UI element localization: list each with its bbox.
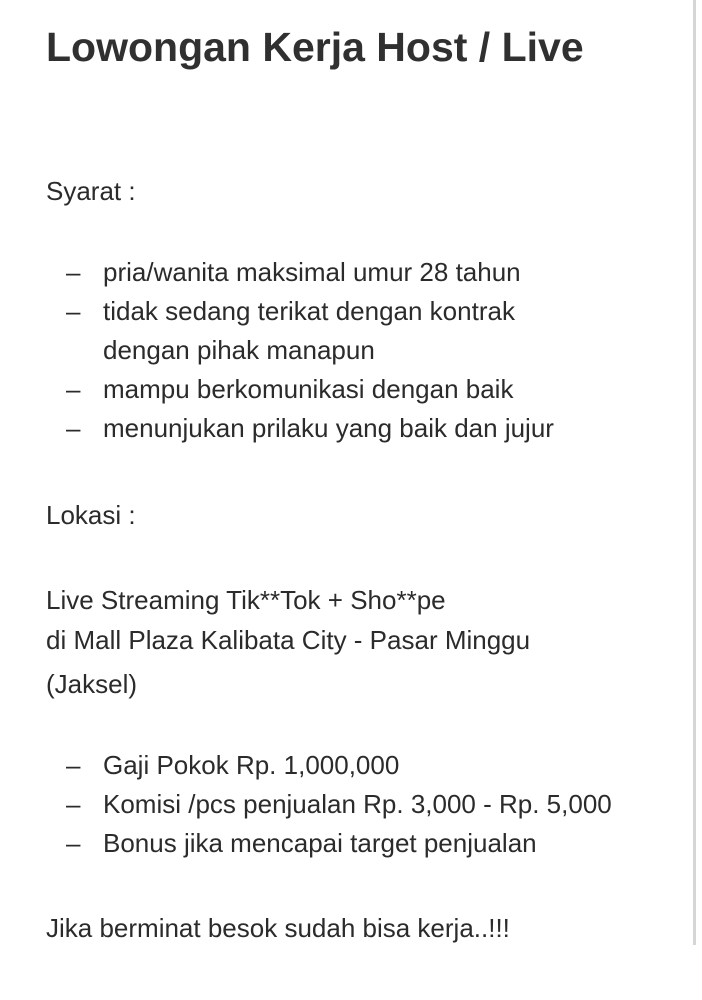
location-line: Live Streaming Tik**Tok + Sho**pe xyxy=(46,585,446,615)
dash-marker: – xyxy=(66,374,81,404)
scroll-edge xyxy=(693,0,696,945)
requirement-item xyxy=(66,253,666,292)
closing-line: Jika berminat besok sudah bisa kerja..!!! xyxy=(46,913,510,943)
requirement-text: menunjukan prilaku yang baik dan jujur xyxy=(103,413,554,443)
requirement-text-continued: dengan pihak manapun xyxy=(103,335,375,365)
requirement-item xyxy=(66,370,666,409)
benefit-item xyxy=(66,824,666,863)
benefit-text: Gaji Pokok Rp. 1,000,000 xyxy=(103,750,400,780)
requirement-item xyxy=(66,409,666,448)
requirement-item xyxy=(66,292,666,370)
dash-marker: – xyxy=(66,257,81,287)
dash-marker: – xyxy=(66,789,81,819)
benefit-text: Komisi /pcs penjualan Rp. 3,000 - Rp. 5,000 xyxy=(103,789,612,819)
location-line: di Mall Plaza Kalibata City - Pasar Minggu xyxy=(46,625,531,655)
benefit-item xyxy=(66,785,666,824)
dash-marker: – xyxy=(66,750,81,780)
benefit-item xyxy=(66,746,666,785)
requirements-heading: Syarat : xyxy=(46,176,136,206)
dash-marker: – xyxy=(66,413,81,443)
requirement-text: mampu berkomunikasi dengan baik xyxy=(103,374,514,404)
dash-marker: – xyxy=(66,828,81,858)
location-line: (Jaksel) xyxy=(46,669,138,699)
benefit-text: Bonus jika mencapai target penjualan xyxy=(103,828,537,858)
page-title: Lowongan Kerja Host / Live xyxy=(46,24,584,70)
requirement-text: tidak sedang terikat dengan kontrak xyxy=(103,296,515,326)
dash-marker: – xyxy=(66,296,81,326)
location-heading: Lokasi : xyxy=(46,500,136,530)
requirement-text: pria/wanita maksimal umur 28 tahun xyxy=(103,257,521,287)
